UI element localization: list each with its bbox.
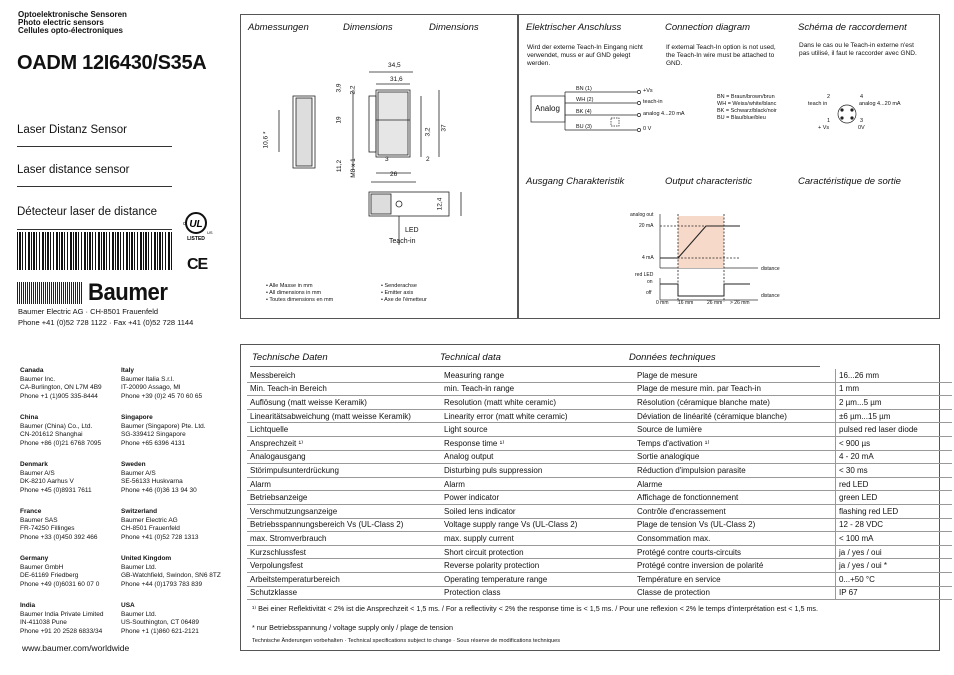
techdata-row [247, 464, 952, 478]
techdata-row [247, 504, 952, 518]
techdata-cell-fr: Source de lumière [634, 423, 836, 437]
svg-text:US: US [207, 230, 213, 235]
contact-line: FR-74250 Fillinges [20, 525, 75, 533]
techdata-cell-de: Arbeitstemperaturbereich [247, 572, 441, 586]
contact-block [121, 414, 206, 448]
contact-line: DE-61169 Friedberg [20, 572, 79, 580]
techdata-cell-value: pulsed red laser diode [836, 423, 953, 437]
techdata-cell-fr: Alarme [634, 477, 836, 491]
techdata-title-en: Technical data [440, 352, 501, 363]
techdata-cell-de: Störimpulsunterdrückung [247, 464, 441, 478]
techdata-cell-de: Schutzklasse [247, 586, 441, 600]
divider [17, 186, 172, 187]
contact-line: Baumer Electric AG [121, 516, 178, 524]
contact-line: Baumer India Private Limited [20, 610, 104, 618]
techdata-cell-en: Operating temperature range [441, 572, 634, 586]
techdata-cell-value: red LED [836, 477, 953, 491]
contact-country: China [20, 414, 39, 421]
techdata-cell-fr: Protégé contre inversion de polarité [634, 559, 836, 573]
website-link[interactable]: www.baumer.com/worldwide [22, 643, 130, 653]
techdata-cell-fr: Température en service [634, 572, 836, 586]
output-title-de: Ausgang Charakteristik [526, 176, 625, 187]
dim-10-6: 10,6 * [262, 131, 270, 149]
techdata-cell-de: Min. Teach-in Bereich [247, 382, 441, 396]
contact-block [20, 414, 101, 448]
output-characteristic-chart [658, 212, 768, 308]
techdata-cell-fr: Classe de protection [634, 586, 836, 600]
techdata-cell-fr: Résolution (céramique blanche mate) [634, 396, 836, 410]
product-name-en: Laser distance sensor [17, 164, 130, 176]
contact-line: Baumer Inc. [20, 375, 56, 383]
chart-distance-1: distance [761, 266, 780, 272]
pin-analog-label: analog 4...20 mA [859, 101, 901, 107]
contact-line: CA-Burlington, ON L7M 4B9 [20, 384, 102, 392]
techdata-cell-en: Power indicator [441, 491, 634, 505]
techdata-cell-de: Alarm [247, 477, 441, 491]
techdata-cell-de: Analogausgang [247, 450, 441, 464]
contact-line: Baumer GmbH [20, 563, 64, 571]
category-en: Photo electric sensors [18, 18, 104, 27]
company-phone: Phone +41 (0)52 728 1122 · Fax +41 (0)52 728 1144 [18, 318, 194, 327]
techdata-cell-fr: Plage de tension Vs (UL-Class 2) [634, 518, 836, 532]
teachin-label: Teach-in [389, 238, 416, 245]
contact-country: Italy [121, 367, 135, 374]
contact-line: Phone +39 (0)2 45 70 60 65 [121, 392, 203, 400]
footnote-response: ¹⁾ Bei einer Reflektivität < 2% ist die Ansprechzeit < 1,5 ms. / For a reflectivity < 2% the response time is < 1,5 ms. / Pour une reflexion < 2% le temps d'interprétation est < 1,5 ms. [252, 604, 819, 613]
techdata-row [247, 382, 952, 396]
baumer-logo-text: Baumer [88, 279, 168, 306]
footnote-voltage: * nur Betriebsspannung / voltage supply only / plage de tension [252, 623, 453, 632]
techdata-row [247, 586, 952, 600]
contact-line: SE-56133 Huskvarna [121, 478, 183, 486]
contact-country: Denmark [20, 461, 48, 468]
chart-20ma: 20 mA [639, 223, 654, 229]
contact-block [121, 461, 197, 495]
techdata-row [247, 532, 952, 546]
techdata-table [247, 369, 952, 600]
techdata-cell-en: Linearity error (matt white ceramic) [441, 409, 634, 423]
pin-0v-label: 0V [858, 125, 865, 131]
contact-block [121, 555, 221, 589]
disclaimer: Technische Änderungen vorbehalten · Technical specifications subject to change · Sous réserve de modifications techniques [252, 638, 561, 644]
connection-title-en: Connection diagram [665, 22, 751, 33]
techdata-cell-de: Linearitätsabweichung (matt weisse Keramik) [247, 409, 441, 423]
wire-wh: WH (2) [576, 97, 594, 103]
contact-line: CH-8501 Frauenfeld [121, 525, 180, 533]
chart-red-led: red LED [635, 272, 654, 278]
contact-line: Baumer A/S [20, 469, 55, 477]
contact-country: Canada [20, 367, 44, 374]
category-fr: Cellules opto-électroniques [18, 26, 123, 35]
techdata-cell-fr: Contrôle d'encrassement [634, 504, 836, 518]
ce-mark-icon: CE [187, 256, 208, 273]
dimension-drawing [241, 40, 515, 280]
techdata-cell-en: max. supply current [441, 532, 634, 546]
contact-country: Singapore [121, 414, 153, 421]
techdata-cell-value: flashing red LED [836, 504, 953, 518]
techdata-cell-en: Alarm [441, 477, 634, 491]
contact-line: Phone +44 (0)1793 783 839 [121, 580, 203, 588]
connector-pinout-icon [832, 102, 862, 126]
color-legend-1: BN = Braun/brown/brun [717, 94, 775, 100]
techdata-cell-de: Lichtquelle [247, 423, 441, 437]
techdata-row [247, 396, 952, 410]
dimensions-title-en: Dimensions [343, 22, 393, 33]
techdata-row [247, 477, 952, 491]
divider [17, 146, 172, 147]
techdata-cell-value: < 900 µs [836, 436, 953, 450]
contact-country: Germany [20, 555, 49, 562]
techdata-cell-de: Verpolungsfest [247, 559, 441, 573]
baumer-logo [17, 282, 83, 304]
dim-note-3: • Toutes dimensions en mm [266, 297, 334, 303]
contact-line: Baumer SAS [20, 516, 58, 524]
contact-country: India [20, 602, 36, 609]
techdata-cell-en: Disturbing puls suppression [441, 464, 634, 478]
techdata-cell-en: min. Teach-in range [441, 382, 634, 396]
techdata-cell-fr: Protégé contre courts-circuits [634, 545, 836, 559]
techdata-cell-de: Auflösung (matt weisse Keramik) [247, 396, 441, 410]
dim-m8: M8 x 1 [349, 158, 357, 178]
chart-x-26mm: 26 mm [707, 300, 723, 306]
pin-teach-label: teach in [808, 101, 828, 107]
wire-bk: BK (4) [576, 109, 592, 115]
techdata-cell-fr: Affichage de fonctionnement [634, 491, 836, 505]
chart-x-16mm: 16 mm [678, 300, 694, 306]
techdata-cell-value: ja / yes / oui * [836, 559, 953, 573]
dim-3-2: 3,2 [424, 127, 432, 137]
contact-block [20, 602, 103, 636]
contact-block [121, 602, 199, 636]
analog-box-label: Analog [535, 104, 560, 113]
svg-text:UL: UL [189, 219, 203, 230]
chart-x-26mm-plus: > 26 mm [730, 300, 750, 306]
dim-3-9: 3,9 [335, 83, 343, 93]
dim-12-4: 12,4 [436, 197, 444, 211]
techdata-cell-de: Betriebsspannungsbereich Vs (UL-Class 2) [247, 518, 441, 532]
techdata-row [247, 559, 952, 573]
svg-text:c: c [183, 221, 186, 227]
techdata-row [247, 545, 952, 559]
techdata-row [247, 423, 952, 437]
contact-line: Baumer (China) Co., Ltd. [20, 422, 93, 430]
connection-title-de: Elektrischer Anschluss [526, 22, 622, 33]
color-legend-3: BK = Schwarz/black/noir [717, 108, 777, 114]
color-legend-2: WH = Weiss/white/blanc [717, 101, 777, 107]
contact-line: Phone +1 (1)905 335-8444 [20, 392, 98, 400]
techdata-cell-fr: Plage de mesure min. par Teach-in [634, 382, 836, 396]
led-label: LED [405, 227, 419, 234]
contact-block [20, 461, 92, 495]
techdata-cell-en: Response time ¹⁾ [441, 436, 634, 450]
pin-vs-label: + Vs [818, 125, 830, 131]
techdata-cell-en: Protection class [441, 586, 634, 600]
techdata-cell-value: 12 - 28 VDC [836, 518, 953, 532]
dim-note-2: • All dimensions in mm [266, 290, 322, 296]
techdata-cell-value: green LED [836, 491, 953, 505]
techdata-cell-fr: Déviation de linéarité (céramique blanche) [634, 409, 836, 423]
dim-2: 2 [426, 156, 430, 163]
contact-line: Phone +1 (1)860 621-2121 [121, 627, 199, 635]
contact-line: SG-339412 Singapore [121, 431, 186, 439]
pin-2: 2 [827, 94, 831, 100]
dim-34-5: 34,5 [388, 62, 401, 69]
contact-country: USA [121, 602, 135, 609]
ul-listed-icon [180, 210, 212, 242]
techdata-cell-en: Reverse polarity protection [441, 559, 634, 573]
chart-x-0mm: 0 mm [656, 300, 669, 306]
techdata-cell-value: 16...26 mm [836, 369, 953, 382]
techdata-cell-en: Voltage supply range Vs (UL-Class 2) [441, 518, 634, 532]
techdata-cell-value: 4 - 20 mA [836, 450, 953, 464]
contact-line: Phone +46 (0)36 13 94 30 [121, 486, 197, 494]
axis-note-3: • Axe de l'émetteur [381, 297, 427, 303]
dim-31-6: 31,6 [390, 76, 403, 83]
output-title-fr: Caractéristique de sortie [798, 176, 901, 187]
axis-note-2: • Emitter axis [381, 290, 414, 296]
techdata-row [247, 450, 952, 464]
product-name-de: Laser Distanz Sensor [17, 124, 127, 136]
contact-line: CN-201612 Shanghai [20, 431, 83, 439]
techdata-cell-value: ja / yes / oui [836, 545, 953, 559]
techdata-row [247, 436, 952, 450]
signal-vs: +Vs [643, 88, 653, 94]
techdata-cell-fr: Sortie analogique [634, 450, 836, 464]
connection-note-en: If external Teach-In option is not used, the Teach-In wire must be attached to GND. [666, 44, 776, 67]
techdata-cell-en: Soiled lens indicator [441, 504, 634, 518]
contact-line: Phone +41 (0)52 728 1313 [121, 533, 199, 541]
pin-3: 3 [860, 118, 864, 124]
techdata-cell-en: Measuring range [441, 369, 634, 382]
model-title: OADM 12I6430/S35A [17, 52, 207, 74]
divider [17, 229, 172, 230]
axis-note-1: • Senderachse [381, 283, 417, 289]
techdata-cell-value: 0...+50 °C [836, 572, 953, 586]
company-address: Baumer Electric AG · CH-8501 Frauenfeld [18, 307, 159, 316]
contact-line: Phone +49 (0)6031 60 07 0 [20, 580, 100, 588]
techdata-row [247, 491, 952, 505]
pin-1: 1 [827, 118, 831, 124]
pin-4: 4 [860, 94, 864, 100]
techdata-cell-value: < 30 ms [836, 464, 953, 478]
techdata-cell-value: < 100 mA [836, 532, 953, 546]
techdata-cell-fr: Consommation max. [634, 532, 836, 546]
techdata-cell-value: ±6 µm...15 µm [836, 409, 953, 423]
contact-line: Phone +91 20 2528 6833/34 [20, 627, 103, 635]
techdata-cell-value: IP 67 [836, 586, 953, 600]
contact-line: Baumer Ltd. [121, 563, 157, 571]
techdata-cell-en: Resolution (matt white ceramic) [441, 396, 634, 410]
chart-off: off [646, 290, 652, 296]
contact-line: IN-411038 Pune [20, 619, 67, 627]
techdata-row [247, 518, 952, 532]
techdata-header-rule [250, 366, 820, 367]
contact-line: Baumer Ltd. [121, 610, 157, 618]
signal-0v: 0 V [643, 126, 652, 132]
techdata-cell-en: Analog output [441, 450, 634, 464]
techdata-cell-de: Ansprechzeit ¹⁾ [247, 436, 441, 450]
dim-26: 26 [390, 171, 398, 178]
dim-37: 37 [440, 124, 448, 132]
dimensions-title-fr: Dimensions [429, 22, 479, 33]
contact-country: Switzerland [121, 508, 158, 515]
contact-block [20, 555, 99, 589]
contact-country: United Kingdom [121, 555, 172, 562]
contact-line: GB-Watchfield, Swindon, SN6 8TZ [121, 572, 221, 580]
svg-text:LISTED: LISTED [187, 236, 205, 242]
connection-note-de: Wird der externe Teach-In Eingang nicht verwendet, muss er auf GND gelegt werden. [527, 44, 643, 67]
connection-note-fr: Dans le cas ou le Teach-in externe n'est pas utilisé, il faut le raccorder avec GND. [799, 42, 917, 57]
techdata-cell-de: Kurzschlussfest [247, 545, 441, 559]
contact-block [121, 367, 202, 401]
barcode [17, 232, 172, 270]
contact-line: Phone +45 (0)8931 7611 [20, 486, 92, 494]
techdata-row [247, 369, 952, 382]
dim-11-2: 11,2 [336, 159, 344, 173]
techdata-cell-fr: Temps d'activation ¹⁾ [634, 436, 836, 450]
contact-line: Phone +86 (0)21 6768 7095 [20, 439, 102, 447]
techdata-row [247, 409, 952, 423]
chart-analog-out: analog out [630, 212, 654, 218]
signal-analog: analog 4...20 mA [643, 111, 685, 117]
contact-block [20, 367, 102, 401]
techdata-cell-de: max. Stromverbrauch [247, 532, 441, 546]
techdata-cell-value: 1 mm [836, 382, 953, 396]
contact-line: US-Southington, CT 06489 [121, 619, 199, 627]
dim-3: 3 [385, 156, 389, 163]
product-name-fr: Détecteur laser de distance [17, 206, 157, 218]
chart-on: on [647, 279, 653, 285]
techdata-row [247, 572, 952, 586]
contact-line: Phone +65 6396 4131 [121, 439, 186, 447]
chart-4ma: 4 mA [642, 255, 654, 261]
dimensions-title-de: Abmessungen [248, 22, 309, 33]
techdata-title-fr: Données techniques [629, 352, 716, 363]
dim-19: 19 [335, 116, 343, 124]
wire-bn: BN (1) [576, 86, 592, 92]
techdata-cell-fr: Plage de mesure [634, 369, 836, 382]
output-title-en: Output characteristic [665, 176, 753, 187]
dim-note-1: • Alle Masse in mm [266, 283, 313, 289]
connection-title-fr: Schéma de raccordement [798, 22, 907, 33]
contact-line: Baumer A/S [121, 469, 156, 477]
contact-line: IT-20090 Assago, MI [121, 384, 181, 392]
contact-country: France [20, 508, 42, 515]
techdata-title-de: Technische Daten [252, 352, 328, 363]
contact-line: Baumer Italia S.r.l. [121, 375, 175, 383]
techdata-cell-fr: Réduction d'impulsion parasite [634, 464, 836, 478]
techdata-cell-de: Messbereich [247, 369, 441, 382]
contact-country: Sweden [121, 461, 146, 468]
contact-line: DK-8210 Aarhus V [20, 478, 74, 486]
color-legend-4: BU = Blau/blue/bleu [717, 115, 766, 121]
signal-teachin: teach-in [643, 99, 663, 105]
contact-line: Baumer (Singapore) Pte. Ltd. [121, 422, 206, 430]
techdata-cell-de: Verschmutzungsanzeige [247, 504, 441, 518]
chart-distance-2: distance [761, 293, 780, 299]
contact-block [20, 508, 98, 542]
contact-line: Phone +33 (0)450 392 466 [20, 533, 98, 541]
techdata-cell-value: 2 µm...5 µm [836, 396, 953, 410]
category-de: Optoelektronische Sensoren [18, 10, 127, 19]
dim-2-2: 2,2 [349, 85, 357, 95]
contact-block [121, 508, 199, 542]
techdata-cell-en: Light source [441, 423, 634, 437]
techdata-cell-de: Betriebsanzeige [247, 491, 441, 505]
techdata-cell-en: Short circuit protection [441, 545, 634, 559]
wire-bu: BU (3) [576, 124, 592, 130]
